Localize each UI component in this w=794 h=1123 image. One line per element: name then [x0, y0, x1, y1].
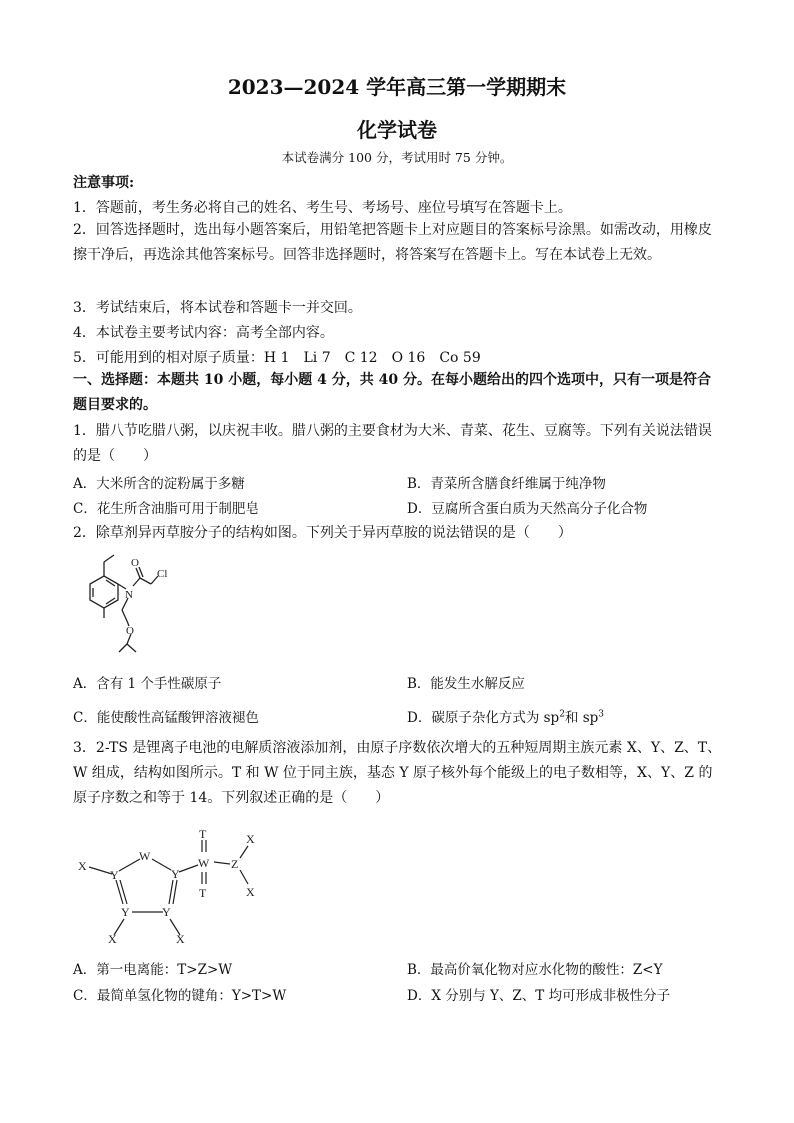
section-heading: 一、选择题：本题共 10 小题，每小题 4 分，共 40 分。在每小题给出的四个选项中，只有一项是符合题目要求的。 [73, 372, 711, 413]
q1-option-a: A．大米所含的淀粉属于多糖 [73, 476, 245, 492]
q3-option-a: A．第一电离能：T>Z>W [73, 962, 233, 978]
atom-w-ring: W [139, 849, 151, 863]
notes-heading: 注意事项: [73, 175, 135, 191]
q1-option-b: B．青菜所含膳食纤维属于纯净物 [407, 476, 606, 492]
q1-stem: 1．腊八节吃腊八粥，以庆祝丰收。腊八粥的主要食材为大米、青菜、花生、豆腐等。下列有关说法错误的是（ ） [73, 423, 712, 464]
q2-option-a: A．含有 1 个手性碳原子 [73, 676, 222, 692]
atom-x-4: X [246, 832, 255, 846]
q3-stem: 3．2-TS 是锂离子电池的电解质溶液添加剂，由原子序数依次增大的五种短周期主族元素 X、Y、Z、T、W 组成，结构如图所示。T 和 W 位于同主族，基态 Y 原子核外每个能级上的电子数相等，X、Y、Z 的原子序数之和等于 14。下列叙述正确的是（ ） [73, 740, 722, 806]
atom-y-1: Y [110, 868, 119, 882]
note-item-5: 5．可能用到的相对原子质量：H 1 Li 7 C 12 O 16 Co 59 [73, 350, 481, 366]
atom-t-1: T [199, 827, 207, 841]
atom-o-carbonyl-label: O [131, 557, 139, 569]
q1-option-c: C．花生所含油脂可用于制肥皂 [73, 501, 259, 517]
atom-w-center: W [198, 856, 210, 870]
note-item-3: 3．考试结束后，将本试卷和答题卡一并交回。 [73, 300, 362, 316]
q3-option-b: B．最高价氧化物对应水化物的酸性：Z<Y [407, 962, 663, 978]
atom-t-2: T [199, 886, 207, 900]
note-item-2: 2．回答选择题时，选出每小题答案后，用铅笔把答题卡上对应题目的答案标号涂黑。如需改动，用橡皮擦干净后，再选涂其他答案标号。回答非选择题时，将答案写在答题卡上。写在本试卷上无效。 [73, 222, 712, 263]
atom-o-ether-label: O [126, 625, 134, 637]
atom-x-1: X [78, 859, 87, 873]
exam-title: 2023—2024 学年高三第一学期期末 [227, 75, 567, 99]
note-item-4: 4．本试卷主要考试内容：高考全部内容。 [73, 325, 334, 341]
atom-n-label: N [125, 589, 133, 601]
q2-structure-diagram [70, 548, 190, 663]
q1-option-d: D．豆腐所含蛋白质为天然高分子化合物 [407, 501, 648, 517]
q2-option-d: D．碳原子杂化方式为 $sp^2$和 $sp^3$ [407, 709, 605, 726]
atom-x-2: X [108, 932, 117, 946]
exam-info: 本试卷满分 100 分，考试用时 75 分钟。 [281, 150, 513, 165]
atom-y-3: Y [121, 905, 130, 919]
atom-x-3: X [176, 932, 185, 946]
benzene-ring [90, 576, 118, 608]
q3-option-d: D．X 分别与 Y、Z、T 均可形成非极性分子 [407, 988, 671, 1004]
q2-stem: 2．除草剂异丙草胺分子的结构如图。下列关于异丙草胺的说法错误的是（ ） [73, 525, 572, 541]
q3-structure-diagram [72, 822, 272, 950]
q3-option-c: C．最简单氢化物的键角：Y>T>W [73, 988, 287, 1004]
atom-x-5: X [246, 885, 255, 899]
atom-y-4: Y [162, 905, 171, 919]
note-item-1: 1．答题前，考生务必将自己的姓名、考生号、考场号、座位号填写在答题卡上。 [73, 200, 572, 216]
atom-y-2: Y [171, 867, 180, 881]
atom-z: Z [231, 857, 239, 871]
exam-subject: 化学试卷 [357, 118, 437, 142]
atom-cl-label: Cl [157, 568, 168, 580]
q2-option-c: C．能使酸性高锰酸钾溶液褪色 [73, 710, 259, 726]
q2-option-b: B．能发生水解反应 [407, 676, 525, 692]
